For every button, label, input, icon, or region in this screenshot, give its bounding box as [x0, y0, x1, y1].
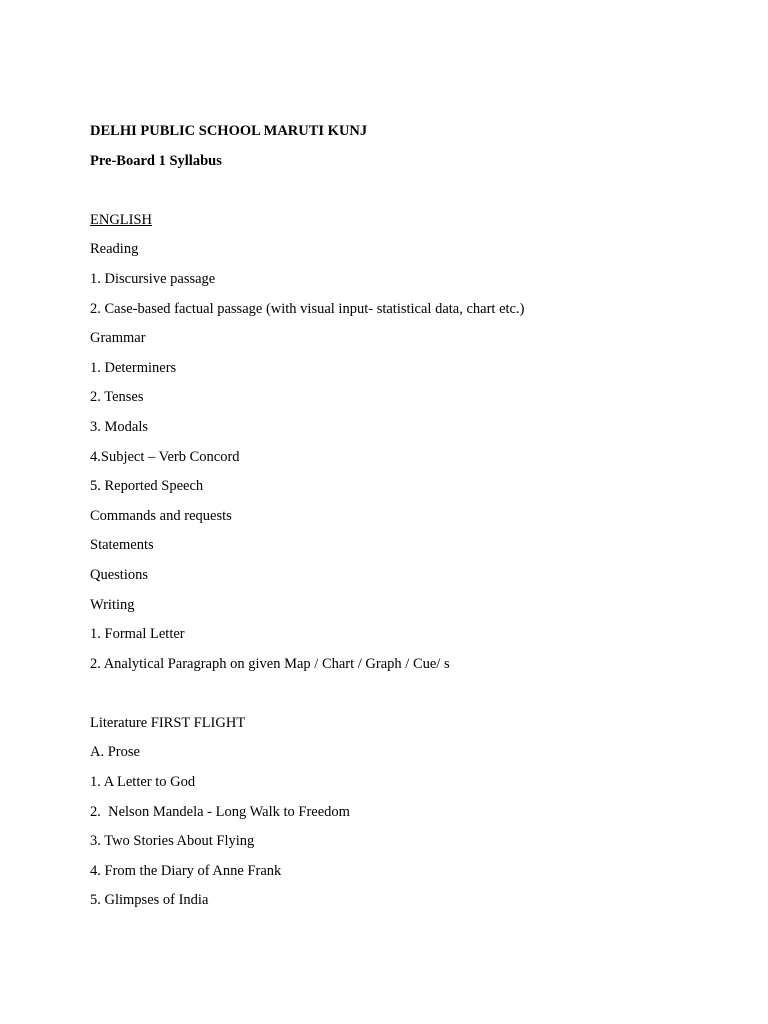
- subsection-reading: Reading: [90, 241, 139, 258]
- list-item: 2. Tenses: [90, 389, 144, 406]
- list-item: 5. Reported Speech: [90, 478, 204, 495]
- list-item: 5. Glimpses of India: [90, 892, 209, 909]
- list-item: Questions: [90, 566, 148, 583]
- list-item: 4. From the Diary of Anne Frank: [90, 862, 282, 879]
- subsection-writing: Writing: [90, 596, 135, 613]
- list-item: Statements: [90, 537, 154, 554]
- spacer: [90, 180, 730, 210]
- list-item: 3. Modals: [90, 418, 148, 435]
- list-item: 2. Case-based factual passage (with visual input- statistical data, chart etc.): [90, 300, 525, 317]
- list-item: 1. Formal Letter: [90, 626, 185, 643]
- document-page: [90, 121, 730, 920]
- list-item: 1. Determiners: [90, 359, 177, 376]
- list-item: 1. A Letter to God: [90, 774, 196, 791]
- section-heading-english: ENGLISH: [90, 211, 153, 228]
- subsection-grammar: Grammar: [90, 330, 146, 347]
- list-item: 2. Nelson Mandela - Long Walk to Freedom: [90, 803, 350, 820]
- list-item: Commands and requests: [90, 507, 232, 524]
- spacer: [90, 683, 730, 713]
- subsection-literature: Literature FIRST FLIGHT: [90, 714, 246, 731]
- school-name: DELHI PUBLIC SCHOOL MARUTI KUNJ: [90, 123, 368, 139]
- list-item: 2. Analytical Paragraph on given Map / Chart / Graph / Cue/ s: [90, 655, 450, 672]
- list-item: 4.Subject – Verb Concord: [90, 448, 240, 465]
- list-item: 1. Discursive passage: [90, 270, 216, 287]
- subsection-prose: A. Prose: [90, 744, 140, 761]
- document-title: Pre-Board 1 Syllabus: [90, 152, 222, 169]
- list-item: 3. Two Stories About Flying: [90, 833, 255, 850]
